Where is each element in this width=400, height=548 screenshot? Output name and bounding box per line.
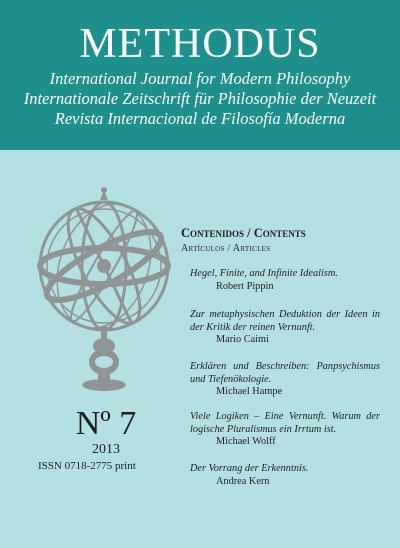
- armillary-sphere-icon: [18, 186, 190, 392]
- subtitle-english: International Journal for Modern Philosophy: [49, 69, 351, 88]
- issue-year: 2013: [92, 442, 120, 457]
- article-author: Andrea Kern: [216, 475, 270, 487]
- article-item: [190, 309, 380, 347]
- contents-heading: Contenidos / Contents: [181, 226, 306, 240]
- article-title: Erklären und Beschreiben: Panpsychismus und Tiefenökologie.: [190, 361, 380, 385]
- journal-title: METHODUS: [79, 21, 321, 67]
- cover-header: [0, 0, 400, 150]
- contents-heading-block: [181, 226, 381, 254]
- article-title: Viele Logiken – Eine Vernunft. Warum der logische Pluralismus ein Irrtum ist.: [190, 411, 380, 435]
- subtitle-spanish: Revista Internacional de Filosofía Moderna: [54, 109, 346, 128]
- article-title: Der Vorrang der Erkenntnis.: [190, 463, 309, 474]
- article-title: Hegel, Finite, and Infinite Idealism.: [190, 268, 338, 279]
- article-item: [190, 361, 380, 399]
- issn: ISSN 0718-2775 print: [38, 460, 136, 472]
- article-author: Robert Pippin: [216, 280, 274, 292]
- issue-number: Nº 7: [75, 405, 137, 442]
- article-item: [190, 411, 380, 449]
- article-item: [190, 463, 380, 488]
- article-item: [190, 268, 380, 293]
- issue-block: [50, 406, 162, 458]
- article-author: Michael Wolff: [216, 436, 276, 447]
- article-author: Mario Caimi: [216, 334, 269, 345]
- article-author: Michael Hampe: [216, 386, 283, 397]
- subtitle-german: Internationale Zeitschrift für Philosophie der Neuzeit: [23, 89, 377, 108]
- articles-subheading: Artículos / Articles: [181, 243, 271, 254]
- article-title: Zur metaphysischen Deduktion der Ideen in der Kritik der reinen Vernunft.: [190, 309, 380, 333]
